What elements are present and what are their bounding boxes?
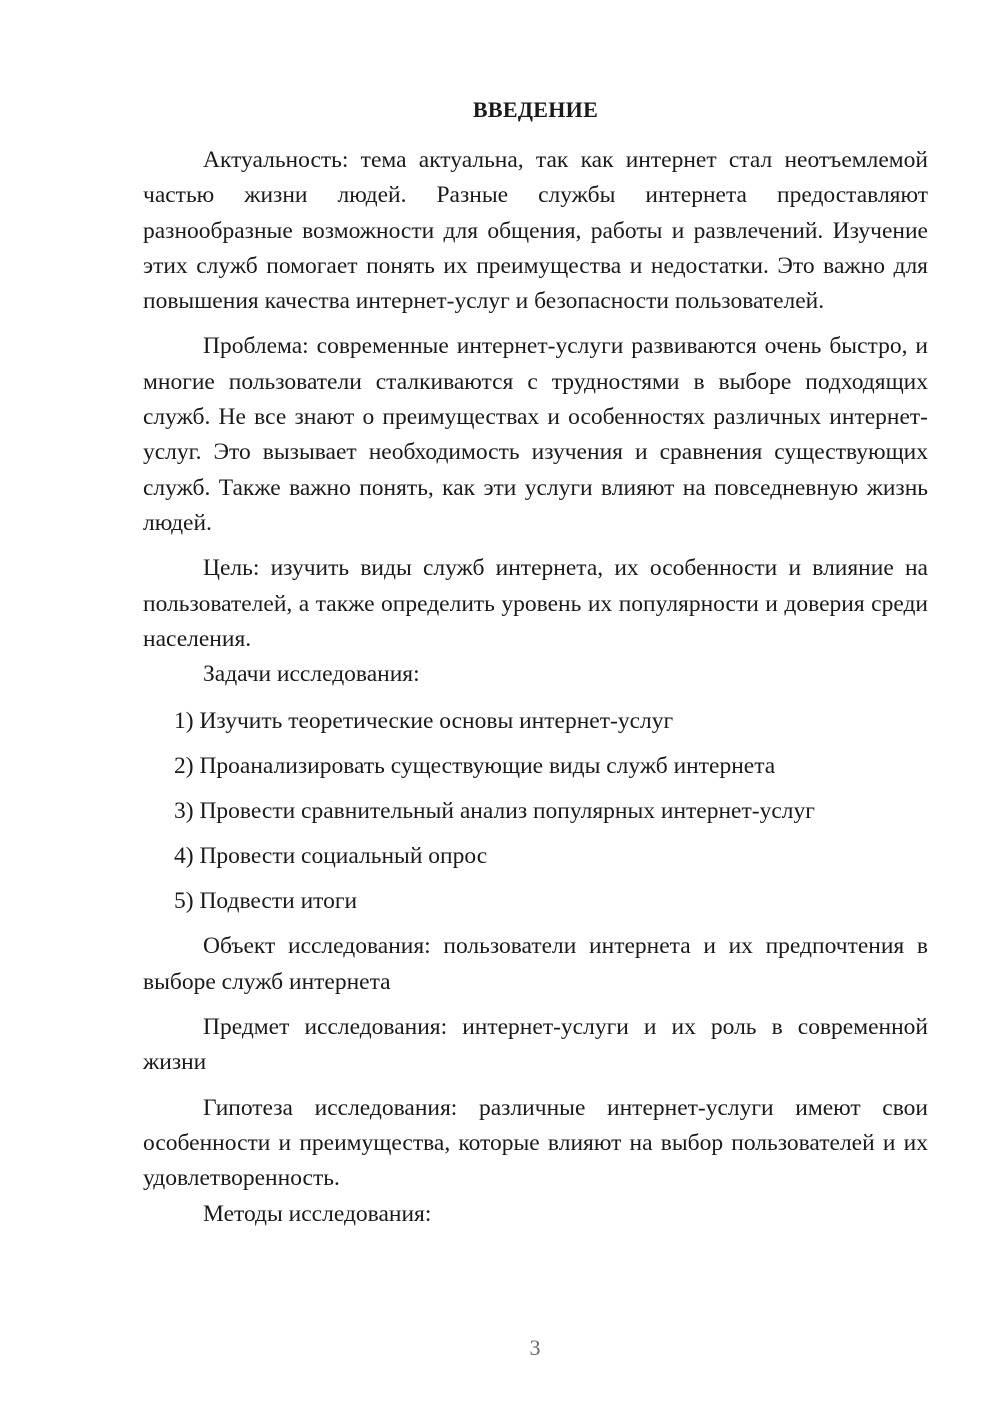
tasks-list bbox=[143, 704, 928, 919]
paragraph-object: Объект исследования: пользователи интернета и их предпочтения в выборе служб интернета bbox=[143, 933, 928, 995]
list-item: 2) Проанализировать существующие виды служб интернета bbox=[174, 753, 776, 780]
list-item: 4) Провести социальный опрос bbox=[174, 843, 488, 870]
tasks-heading: Задачи исследования: bbox=[203, 661, 420, 688]
paragraph-subject: Предмет исследования: интернет-услуги и их роль в современной жизни bbox=[143, 1014, 928, 1076]
page-number: 3 bbox=[529, 1335, 541, 1360]
methods-heading: Методы исследования: bbox=[203, 1200, 432, 1227]
paragraph-problem: Проблема: современные интернет-услуги развиваются очень быстро, и многие пользователи сталкиваются с трудностями в выборе подходящих служб. Не все знают о преимуществах и особенностях различных интернет-услуг. Это вызывает необходимость изучения и сравнения существующих служб. Также важно понять, как эти услуги влияют на повседневную жизнь людей. bbox=[143, 333, 928, 536]
list-item: 3) Провести сравнительный анализ популярных интернет-услуг bbox=[174, 798, 815, 825]
list-item: 5) Подвести итоги bbox=[174, 888, 358, 915]
paragraph-goal: Цель: изучить виды служб интернета, их особенности и влияние на пользователей, а также определить уровень их популярности и доверия среди населения. bbox=[143, 555, 928, 652]
list-item: 1) Изучить теоретические основы интернет-услуг bbox=[174, 708, 674, 735]
page-content bbox=[143, 95, 928, 1232]
section-title: ВВЕДЕНИЕ bbox=[472, 97, 599, 122]
paragraph-hypothesis: Гипотеза исследования: различные интернет-услуги имеют свои особенности и преимущества, которые влияют на выбор пользователей и их удовлетворенность. bbox=[143, 1094, 928, 1192]
paragraph-relevance: Актуальность: тема актуальна, так как интернет стал неотъемлемой частью жизни людей. Разные службы интернета предоставляют разнообразные возможности для общения, работы и развлечений. Изучение этих служб помогает понять их преимущества и недостатки. Это важно для повышения качества интернет-услуг и безопасности пользователей. bbox=[143, 147, 928, 315]
